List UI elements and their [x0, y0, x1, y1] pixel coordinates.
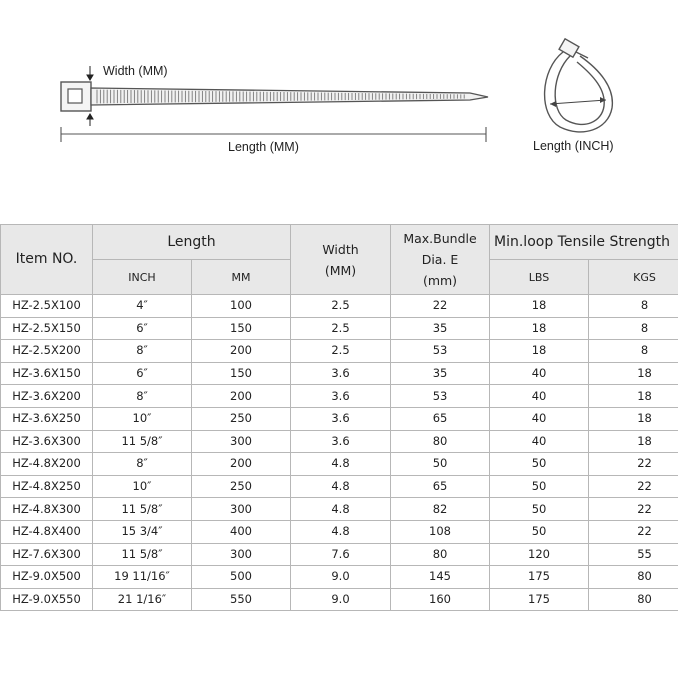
cell-item: HZ-2.5X150: [1, 317, 93, 340]
cell-mm: 400: [192, 520, 291, 543]
cell-inch: 15 3/4″: [93, 520, 192, 543]
cell-inch: 10″: [93, 475, 192, 498]
cell-mm: 100: [192, 295, 291, 318]
cell-bundle: 80: [391, 543, 490, 566]
cell-mm: 300: [192, 430, 291, 453]
table-row: [1, 475, 678, 498]
header-bundle-line3: (mm): [422, 273, 458, 288]
cell-item: HZ-9.0X500: [1, 566, 93, 589]
cell-width: 4.8: [291, 475, 391, 498]
cell-lbs: 50: [490, 520, 589, 543]
cell-kgs: 18: [589, 385, 678, 408]
cell-kgs: 55: [589, 543, 678, 566]
cell-kgs: 22: [589, 520, 678, 543]
table-row: [1, 453, 678, 476]
cell-inch: 6″: [93, 317, 192, 340]
cell-lbs: 50: [490, 475, 589, 498]
cell-width: 4.8: [291, 498, 391, 521]
cable-tie-diagram: [0, 0, 678, 200]
header-mm: MM: [192, 260, 291, 295]
table-row: [1, 317, 678, 340]
cell-inch: 11 5/8″: [93, 430, 192, 453]
cell-bundle: 145: [391, 566, 490, 589]
cell-kgs: 22: [589, 498, 678, 521]
cell-bundle: 35: [391, 362, 490, 385]
cell-item: HZ-9.0X550: [1, 588, 93, 611]
header-bundle-line1: Max.Bundle: [403, 231, 477, 246]
cell-item: HZ-3.6X150: [1, 362, 93, 385]
cell-lbs: 175: [490, 566, 589, 589]
cell-lbs: 50: [490, 453, 589, 476]
cell-bundle: 108: [391, 520, 490, 543]
cell-kgs: 80: [589, 566, 678, 589]
table-row: [1, 362, 678, 385]
cell-mm: 300: [192, 498, 291, 521]
cell-width: 9.0: [291, 588, 391, 611]
header-width: [291, 225, 391, 295]
cell-inch: 21 1/16″: [93, 588, 192, 611]
cell-item: HZ-2.5X200: [1, 340, 93, 363]
cell-mm: 250: [192, 475, 291, 498]
table-row: [1, 407, 678, 430]
cell-inch: 19 11/16″: [93, 566, 192, 589]
header-width-line2: (MM): [324, 262, 357, 278]
cell-lbs: 50: [490, 498, 589, 521]
cell-bundle: 53: [391, 340, 490, 363]
cell-width: 4.8: [291, 453, 391, 476]
header-kgs: KGS: [589, 260, 678, 295]
cell-width: 2.5: [291, 317, 391, 340]
cell-item: HZ-4.8X200: [1, 453, 93, 476]
cell-item: HZ-3.6X250: [1, 407, 93, 430]
cell-mm: 200: [192, 385, 291, 408]
cell-mm: 500: [192, 566, 291, 589]
cell-lbs: 40: [490, 430, 589, 453]
table-row: [1, 520, 678, 543]
cell-kgs: 8: [589, 317, 678, 340]
cell-bundle: 65: [391, 475, 490, 498]
cell-width: 3.6: [291, 385, 391, 408]
table-row: [1, 498, 678, 521]
table-row: [1, 295, 678, 318]
table-row: [1, 385, 678, 408]
cell-inch: 11 5/8″: [93, 498, 192, 521]
cell-mm: 300: [192, 543, 291, 566]
spec-table-body: [1, 295, 678, 611]
header-bundle: [391, 225, 490, 295]
length-mm-label: Length (MM): [228, 140, 299, 154]
cell-lbs: 40: [490, 407, 589, 430]
cell-mm: 250: [192, 407, 291, 430]
width-mm-label: Width (MM): [103, 64, 168, 78]
cell-item: HZ-3.6X200: [1, 385, 93, 408]
header-inch: INCH: [93, 260, 192, 295]
cell-kgs: 8: [589, 295, 678, 318]
cell-bundle: 65: [391, 407, 490, 430]
cell-inch: 4″: [93, 295, 192, 318]
cell-lbs: 18: [490, 317, 589, 340]
cell-bundle: 35: [391, 317, 490, 340]
cell-lbs: 18: [490, 340, 589, 363]
cell-lbs: 175: [490, 588, 589, 611]
length-inch-label: Length (INCH): [533, 139, 614, 153]
table-row: [1, 588, 678, 611]
cell-bundle: 53: [391, 385, 490, 408]
header-lbs: LBS: [490, 260, 589, 295]
cell-width: 3.6: [291, 407, 391, 430]
cell-item: HZ-4.8X300: [1, 498, 93, 521]
cell-kgs: 22: [589, 453, 678, 476]
cell-mm: 550: [192, 588, 291, 611]
cell-kgs: 22: [589, 475, 678, 498]
table-row: [1, 566, 678, 589]
cell-item: HZ-7.6X300: [1, 543, 93, 566]
cell-lbs: 18: [490, 295, 589, 318]
cell-mm: 200: [192, 453, 291, 476]
cell-width: 3.6: [291, 430, 391, 453]
header-width-line1: Width: [322, 241, 359, 257]
cell-kgs: 18: [589, 362, 678, 385]
cell-width: 9.0: [291, 566, 391, 589]
header-length: Length: [93, 225, 291, 260]
cell-inch: 8″: [93, 340, 192, 363]
cell-bundle: 22: [391, 295, 490, 318]
cell-inch: 10″: [93, 407, 192, 430]
table-row: [1, 543, 678, 566]
table-row: [1, 340, 678, 363]
cell-mm: 150: [192, 362, 291, 385]
cell-item: HZ-4.8X250: [1, 475, 93, 498]
cell-bundle: 80: [391, 430, 490, 453]
cable-tie-illustration: [0, 0, 678, 200]
looped-cable-tie: [545, 39, 613, 132]
cell-inch: 8″: [93, 453, 192, 476]
cell-mm: 200: [192, 340, 291, 363]
header-item-no: Item NO.: [1, 225, 93, 295]
cell-item: HZ-3.6X300: [1, 430, 93, 453]
cell-item: HZ-2.5X100: [1, 295, 93, 318]
cell-inch: 11 5/8″: [93, 543, 192, 566]
spec-table: [0, 224, 678, 611]
cell-kgs: 18: [589, 430, 678, 453]
cell-kgs: 18: [589, 407, 678, 430]
cell-bundle: 160: [391, 588, 490, 611]
cell-width: 4.8: [291, 520, 391, 543]
cell-lbs: 40: [490, 362, 589, 385]
cell-lbs: 40: [490, 385, 589, 408]
cell-width: 3.6: [291, 362, 391, 385]
cell-width: 2.5: [291, 340, 391, 363]
cell-bundle: 50: [391, 453, 490, 476]
cell-width: 2.5: [291, 295, 391, 318]
cell-mm: 150: [192, 317, 291, 340]
cell-kgs: 80: [589, 588, 678, 611]
header-bundle-line2: Dia. E: [421, 252, 459, 267]
table-row: [1, 430, 678, 453]
cell-inch: 6″: [93, 362, 192, 385]
cell-bundle: 82: [391, 498, 490, 521]
cell-item: HZ-4.8X400: [1, 520, 93, 543]
header-tensile: Min.loop Tensile Strength: [490, 225, 678, 260]
cell-inch: 8″: [93, 385, 192, 408]
cell-lbs: 120: [490, 543, 589, 566]
cell-width: 7.6: [291, 543, 391, 566]
straight-cable-tie: [61, 82, 488, 111]
cell-kgs: 8: [589, 340, 678, 363]
